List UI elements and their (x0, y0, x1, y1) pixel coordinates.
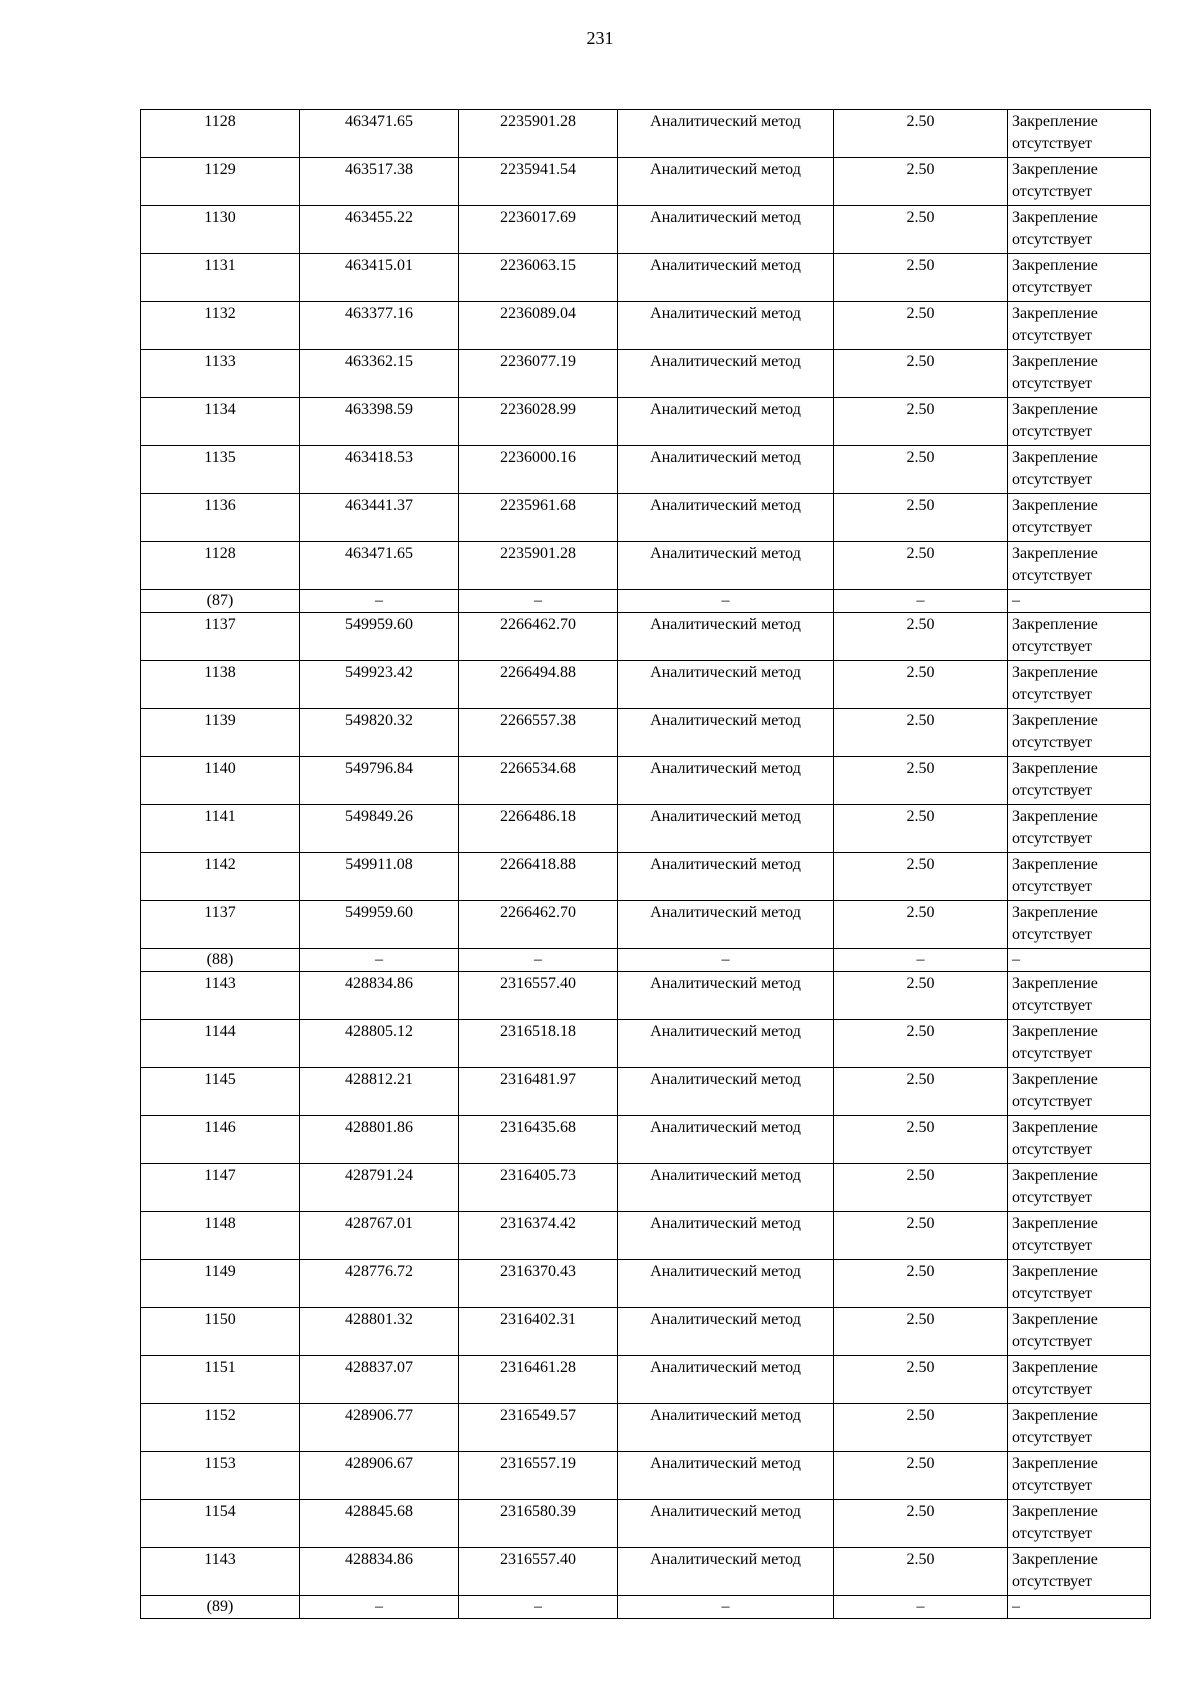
fixing-cell: Закрепление отсутствует (1008, 110, 1151, 158)
fixing-cell: Закрепление отсутствует (1008, 1212, 1151, 1260)
fixing-cell: Закрепление отсутствует (1008, 542, 1151, 590)
point-number-cell: 1142 (141, 853, 300, 901)
x-coordinate-cell: 428845.68 (300, 1500, 459, 1548)
fixing-cell: Закрепление отсутствует (1008, 494, 1151, 542)
y-coordinate-cell: 2316518.18 (459, 1020, 618, 1068)
fixing-cell: Закрепление отсутствует (1008, 206, 1151, 254)
fixing-cell: Закрепление отсутствует (1008, 350, 1151, 398)
point-number-cell: 1141 (141, 805, 300, 853)
x-coordinate-cell: 428834.86 (300, 1548, 459, 1596)
fixing-cell: Закрепление отсутствует (1008, 158, 1151, 206)
point-number-cell: 1136 (141, 494, 300, 542)
x-coordinate-cell: 428776.72 (300, 1260, 459, 1308)
point-number-cell: 1137 (141, 613, 300, 661)
error-cell: 2.50 (834, 1068, 1008, 1116)
fixing-cell: Закрепление отсутствует (1008, 254, 1151, 302)
dash-cell: – (300, 590, 459, 613)
x-coordinate-cell: 463377.16 (300, 302, 459, 350)
table-row (141, 110, 1151, 158)
table-row (141, 1404, 1151, 1452)
contour-separator-row (141, 1596, 1151, 1619)
point-number-cell: 1140 (141, 757, 300, 805)
dash-cell: – (834, 1596, 1008, 1619)
error-cell: 2.50 (834, 1452, 1008, 1500)
error-cell: 2.50 (834, 972, 1008, 1020)
method-cell: Аналитический метод (618, 1404, 834, 1452)
method-cell: Аналитический метод (618, 398, 834, 446)
fixing-cell: Закрепление отсутствует (1008, 901, 1151, 949)
x-coordinate-cell: 463415.01 (300, 254, 459, 302)
method-cell: Аналитический метод (618, 1356, 834, 1404)
fixing-cell: Закрепление отсутствует (1008, 1020, 1151, 1068)
point-number-cell: 1150 (141, 1308, 300, 1356)
y-coordinate-cell: 2316481.97 (459, 1068, 618, 1116)
y-coordinate-cell: 2236063.15 (459, 254, 618, 302)
x-coordinate-cell: 428801.32 (300, 1308, 459, 1356)
method-cell: Аналитический метод (618, 1452, 834, 1500)
table-row (141, 1260, 1151, 1308)
method-cell: Аналитический метод (618, 757, 834, 805)
error-cell: 2.50 (834, 1260, 1008, 1308)
point-number-cell: 1128 (141, 110, 300, 158)
error-cell: 2.50 (834, 709, 1008, 757)
point-number-cell: 1134 (141, 398, 300, 446)
point-number-cell: 1154 (141, 1500, 300, 1548)
method-cell: Аналитический метод (618, 709, 834, 757)
fixing-cell: Закрепление отсутствует (1008, 1116, 1151, 1164)
dash-cell: – (300, 1596, 459, 1619)
point-number-cell: 1129 (141, 158, 300, 206)
fixing-cell: Закрепление отсутствует (1008, 1452, 1151, 1500)
point-number-cell: 1131 (141, 254, 300, 302)
table-row (141, 1020, 1151, 1068)
point-number-cell: 1137 (141, 901, 300, 949)
method-cell: Аналитический метод (618, 110, 834, 158)
error-cell: 2.50 (834, 206, 1008, 254)
table-row (141, 1500, 1151, 1548)
method-cell: Аналитический метод (618, 853, 834, 901)
contour-number: (88) (141, 949, 300, 972)
error-cell: 2.50 (834, 254, 1008, 302)
fixing-cell: Закрепление отсутствует (1008, 1068, 1151, 1116)
point-number-cell: 1133 (141, 350, 300, 398)
fixing-cell: Закрепление отсутствует (1008, 853, 1151, 901)
y-coordinate-cell: 2316557.19 (459, 1452, 618, 1500)
error-cell: 2.50 (834, 1164, 1008, 1212)
method-cell: Аналитический метод (618, 254, 834, 302)
fixing-cell: Закрепление отсутствует (1008, 972, 1151, 1020)
point-number-cell: 1145 (141, 1068, 300, 1116)
y-coordinate-cell: 2316374.42 (459, 1212, 618, 1260)
y-coordinate-cell: 2316402.31 (459, 1308, 618, 1356)
x-coordinate-cell: 428812.21 (300, 1068, 459, 1116)
x-coordinate-cell: 463418.53 (300, 446, 459, 494)
method-cell: Аналитический метод (618, 1308, 834, 1356)
method-cell: Аналитический метод (618, 206, 834, 254)
method-cell: Аналитический метод (618, 350, 834, 398)
table-row (141, 1308, 1151, 1356)
y-coordinate-cell: 2236077.19 (459, 350, 618, 398)
error-cell: 2.50 (834, 446, 1008, 494)
y-coordinate-cell: 2316557.40 (459, 972, 618, 1020)
fixing-cell: Закрепление отсутствует (1008, 661, 1151, 709)
method-cell: Аналитический метод (618, 1116, 834, 1164)
x-coordinate-cell: 549796.84 (300, 757, 459, 805)
x-coordinate-cell: 428906.67 (300, 1452, 459, 1500)
point-number-cell: 1152 (141, 1404, 300, 1452)
method-cell: Аналитический метод (618, 901, 834, 949)
x-coordinate-cell: 549959.60 (300, 901, 459, 949)
x-coordinate-cell: 428801.86 (300, 1116, 459, 1164)
table-row (141, 661, 1151, 709)
error-cell: 2.50 (834, 661, 1008, 709)
error-cell: 2.50 (834, 494, 1008, 542)
coordinates-table-body (141, 110, 1151, 1619)
point-number-cell: 1143 (141, 972, 300, 1020)
table-row (141, 398, 1151, 446)
y-coordinate-cell: 2266557.38 (459, 709, 618, 757)
error-cell: 2.50 (834, 302, 1008, 350)
fixing-cell: Закрепление отсутствует (1008, 1500, 1151, 1548)
error-cell: 2.50 (834, 1308, 1008, 1356)
point-number-cell: 1139 (141, 709, 300, 757)
point-number-cell: 1130 (141, 206, 300, 254)
y-coordinate-cell: 2236089.04 (459, 302, 618, 350)
y-coordinate-cell: 2266486.18 (459, 805, 618, 853)
x-coordinate-cell: 428837.07 (300, 1356, 459, 1404)
point-number-cell: 1151 (141, 1356, 300, 1404)
table-row (141, 1452, 1151, 1500)
table-row (141, 709, 1151, 757)
x-coordinate-cell: 428906.77 (300, 1404, 459, 1452)
error-cell: 2.50 (834, 901, 1008, 949)
error-cell: 2.50 (834, 1500, 1008, 1548)
table-row (141, 350, 1151, 398)
fixing-cell: Закрепление отсутствует (1008, 1404, 1151, 1452)
y-coordinate-cell: 2316435.68 (459, 1116, 618, 1164)
point-number-cell: 1143 (141, 1548, 300, 1596)
point-number-cell: 1153 (141, 1452, 300, 1500)
point-number-cell: 1135 (141, 446, 300, 494)
dash-cell: – (1008, 1596, 1151, 1619)
y-coordinate-cell: 2316461.28 (459, 1356, 618, 1404)
dash-cell: – (459, 590, 618, 613)
x-coordinate-cell: 549820.32 (300, 709, 459, 757)
table-row (141, 1212, 1151, 1260)
y-coordinate-cell: 2316557.40 (459, 1548, 618, 1596)
table-row (141, 1548, 1151, 1596)
method-cell: Аналитический метод (618, 805, 834, 853)
error-cell: 2.50 (834, 1548, 1008, 1596)
y-coordinate-cell: 2236000.16 (459, 446, 618, 494)
method-cell: Аналитический метод (618, 446, 834, 494)
x-coordinate-cell: 549911.08 (300, 853, 459, 901)
dash-cell: – (834, 949, 1008, 972)
error-cell: 2.50 (834, 1212, 1008, 1260)
error-cell: 2.50 (834, 398, 1008, 446)
error-cell: 2.50 (834, 350, 1008, 398)
table-row (141, 206, 1151, 254)
table-row (141, 972, 1151, 1020)
fixing-cell: Закрепление отсутствует (1008, 446, 1151, 494)
dash-cell: – (1008, 590, 1151, 613)
fixing-cell: Закрепление отсутствует (1008, 613, 1151, 661)
x-coordinate-cell: 428767.01 (300, 1212, 459, 1260)
table-row (141, 1116, 1151, 1164)
table-row (141, 494, 1151, 542)
method-cell: Аналитический метод (618, 661, 834, 709)
method-cell: Аналитический метод (618, 302, 834, 350)
dash-cell: – (618, 590, 834, 613)
table-row (141, 901, 1151, 949)
error-cell: 2.50 (834, 158, 1008, 206)
y-coordinate-cell: 2266534.68 (459, 757, 618, 805)
table-row (141, 302, 1151, 350)
y-coordinate-cell: 2236028.99 (459, 398, 618, 446)
method-cell: Аналитический метод (618, 1500, 834, 1548)
table-row (141, 254, 1151, 302)
x-coordinate-cell: 428805.12 (300, 1020, 459, 1068)
fixing-cell: Закрепление отсутствует (1008, 302, 1151, 350)
point-number-cell: 1149 (141, 1260, 300, 1308)
y-coordinate-cell: 2316405.73 (459, 1164, 618, 1212)
point-number-cell: 1132 (141, 302, 300, 350)
fixing-cell: Закрепление отсутствует (1008, 1356, 1151, 1404)
fixing-cell: Закрепление отсутствует (1008, 709, 1151, 757)
x-coordinate-cell: 549923.42 (300, 661, 459, 709)
error-cell: 2.50 (834, 853, 1008, 901)
contour-separator-row (141, 590, 1151, 613)
dash-cell: – (1008, 949, 1151, 972)
table-row (141, 158, 1151, 206)
fixing-cell: Закрепление отсутствует (1008, 805, 1151, 853)
y-coordinate-cell: 2235901.28 (459, 110, 618, 158)
dash-cell: – (834, 590, 1008, 613)
y-coordinate-cell: 2266462.70 (459, 901, 618, 949)
x-coordinate-cell: 463471.65 (300, 542, 459, 590)
x-coordinate-cell: 463441.37 (300, 494, 459, 542)
error-cell: 2.50 (834, 757, 1008, 805)
fixing-cell: Закрепление отсутствует (1008, 1164, 1151, 1212)
x-coordinate-cell: 428834.86 (300, 972, 459, 1020)
table-row (141, 446, 1151, 494)
y-coordinate-cell: 2235961.68 (459, 494, 618, 542)
error-cell: 2.50 (834, 1020, 1008, 1068)
fixing-cell: Закрепление отсутствует (1008, 398, 1151, 446)
method-cell: Аналитический метод (618, 972, 834, 1020)
y-coordinate-cell: 2235941.54 (459, 158, 618, 206)
dash-cell: – (618, 1596, 834, 1619)
x-coordinate-cell: 463517.38 (300, 158, 459, 206)
method-cell: Аналитический метод (618, 1548, 834, 1596)
table-row (141, 1164, 1151, 1212)
x-coordinate-cell: 463398.59 (300, 398, 459, 446)
point-number-cell: 1128 (141, 542, 300, 590)
error-cell: 2.50 (834, 1356, 1008, 1404)
contour-number: (87) (141, 590, 300, 613)
y-coordinate-cell: 2266418.88 (459, 853, 618, 901)
table-row (141, 542, 1151, 590)
point-number-cell: 1146 (141, 1116, 300, 1164)
x-coordinate-cell: 463455.22 (300, 206, 459, 254)
fixing-cell: Закрепление отсутствует (1008, 1260, 1151, 1308)
x-coordinate-cell: 549959.60 (300, 613, 459, 661)
y-coordinate-cell: 2316370.43 (459, 1260, 618, 1308)
page-number: 231 (586, 28, 614, 48)
contour-number: (89) (141, 1596, 300, 1619)
y-coordinate-cell: 2316549.57 (459, 1404, 618, 1452)
table-row (141, 1068, 1151, 1116)
error-cell: 2.50 (834, 613, 1008, 661)
error-cell: 2.50 (834, 542, 1008, 590)
error-cell: 2.50 (834, 1404, 1008, 1452)
error-cell: 2.50 (834, 1116, 1008, 1164)
table-row (141, 757, 1151, 805)
method-cell: Аналитический метод (618, 158, 834, 206)
table-row (141, 1356, 1151, 1404)
coordinates-table (140, 109, 1151, 1619)
point-number-cell: 1144 (141, 1020, 300, 1068)
fixing-cell: Закрепление отсутствует (1008, 1548, 1151, 1596)
dash-cell: – (300, 949, 459, 972)
fixing-cell: Закрепление отсутствует (1008, 757, 1151, 805)
dash-cell: – (618, 949, 834, 972)
contour-separator-row (141, 949, 1151, 972)
x-coordinate-cell: 463362.15 (300, 350, 459, 398)
dash-cell: – (459, 949, 618, 972)
fixing-cell: Закрепление отсутствует (1008, 1308, 1151, 1356)
method-cell: Аналитический метод (618, 494, 834, 542)
method-cell: Аналитический метод (618, 1020, 834, 1068)
error-cell: 2.50 (834, 110, 1008, 158)
dash-cell: – (459, 1596, 618, 1619)
table-row (141, 613, 1151, 661)
y-coordinate-cell: 2235901.28 (459, 542, 618, 590)
method-cell: Аналитический метод (618, 542, 834, 590)
y-coordinate-cell: 2266494.88 (459, 661, 618, 709)
method-cell: Аналитический метод (618, 1164, 834, 1212)
x-coordinate-cell: 549849.26 (300, 805, 459, 853)
point-number-cell: 1147 (141, 1164, 300, 1212)
error-cell: 2.50 (834, 805, 1008, 853)
y-coordinate-cell: 2236017.69 (459, 206, 618, 254)
point-number-cell: 1138 (141, 661, 300, 709)
table-row (141, 805, 1151, 853)
x-coordinate-cell: 463471.65 (300, 110, 459, 158)
x-coordinate-cell: 428791.24 (300, 1164, 459, 1212)
method-cell: Аналитический метод (618, 1260, 834, 1308)
method-cell: Аналитический метод (618, 613, 834, 661)
method-cell: Аналитический метод (618, 1212, 834, 1260)
point-number-cell: 1148 (141, 1212, 300, 1260)
method-cell: Аналитический метод (618, 1068, 834, 1116)
y-coordinate-cell: 2266462.70 (459, 613, 618, 661)
y-coordinate-cell: 2316580.39 (459, 1500, 618, 1548)
table-row (141, 853, 1151, 901)
